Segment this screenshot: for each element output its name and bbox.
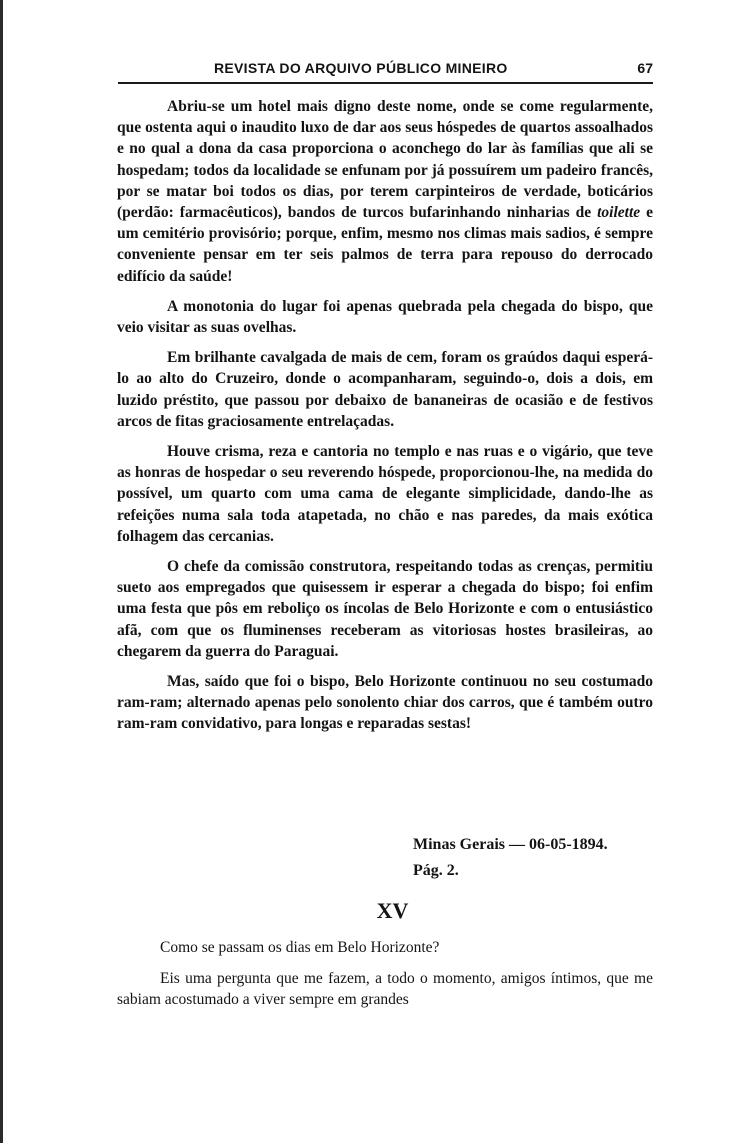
- chapter-body: [117, 937, 653, 1021]
- chapter-paragraph: Eis uma pergunta que me fazem, a todo o momento, amigos íntimos, que me sabiam acostumado a viver sempre em grandes: [117, 970, 653, 1009]
- running-header: [118, 60, 653, 84]
- paragraph-crisma: Houve crisma, reza e cantoria no templo e nas ruas e o vigário, que teve as honras de hospedar o seu reverendo hóspede, proporcionou-lhe, na medida do possível, um quarto com uma cama de elegante simplicidade, dando-lhe as refeições numa sala toda atapetada, no chão e nas paredes, da mais exótica folhagem das cercanias.: [117, 443, 653, 545]
- emphasis-toilette: toilette: [597, 204, 641, 222]
- source-citation: [413, 832, 608, 884]
- paragraph-ram-ram: Mas, saído que foi o bispo, Belo Horizonte continuou no seu costumado ram-ram; alternado apenas pelo sonolento chiar dos carros, que é também outro ram-ram convidativo, para longas e reparadas sestas!: [117, 673, 653, 733]
- chapter-number: XV: [376, 898, 409, 923]
- paragraph-cavalcade: Em brilhante cavalgada de mais de cem, foram os graúdos daqui esperá-lo ao alto do Cruzeiro, donde o acompanharam, seguindo-o, dois a dois, em luzido préstito, que passou por debaixo de bananeiras de ocasião e de festivos arcos de fitas graciosamente entrelaçadas.: [117, 349, 653, 430]
- article-body: [117, 96, 653, 744]
- page-number: 67: [637, 60, 653, 76]
- paragraph-hotel-end: e um cemitério provisório; porque, enfim, mesmo nos climas mais sadios, é sempre conveniente pensar em ter seis palmos de terra para repouso do derrocado edifício da saúde!: [117, 204, 653, 285]
- paragraph-hotel: [117, 96, 653, 287]
- paragraph-bishop-arrival: A monotonia do lugar foi apenas quebrada pela chegada do bispo, que veio visitar as suas ovelhas.: [117, 297, 653, 337]
- source-page-ref: Pág. 2.: [413, 862, 459, 879]
- source-newspaper-date: Minas Gerais — 06-05-1894.: [413, 836, 608, 853]
- paragraph-commission-chief: O chefe da comissão construtora, respeitando todas as crenças, permitiu sueto aos empregados que quisessem ir esperar a chegada do bispo; foi enfim uma festa que pôs em reboliço os íncolas de Belo Horizonte e com o entusiástico afã, com que os fluminenses receberam as vitoriosas hostes brasileiras, ao chegarem da guerra do Paraguai.: [117, 558, 653, 660]
- chapter-question: Como se passam os dias em Belo Horizonte?: [160, 939, 440, 956]
- page-edge-shadow: [0, 0, 3, 1143]
- paragraph-hotel-start: Abriu-se um hotel mais digno deste nome, onde se come regularmente, que ostenta aqui o inaudito luxo de dar aos seus hóspedes de quartos assoalhados e no qual a dona da casa proporciona o aconchego do lar às famílias que ali se hospedam; todos da localidade se enfunam por já possuírem um padeiro francês, por se matar boi todos os dias, por terem carpinteiros de verdade, boticários (perdão: farmacêuticos), bandos de turcos bufarinhando ninharias de: [117, 98, 653, 222]
- running-title: REVISTA DO ARQUIVO PÚBLICO MINEIRO: [214, 60, 508, 76]
- header-rule: [118, 82, 653, 84]
